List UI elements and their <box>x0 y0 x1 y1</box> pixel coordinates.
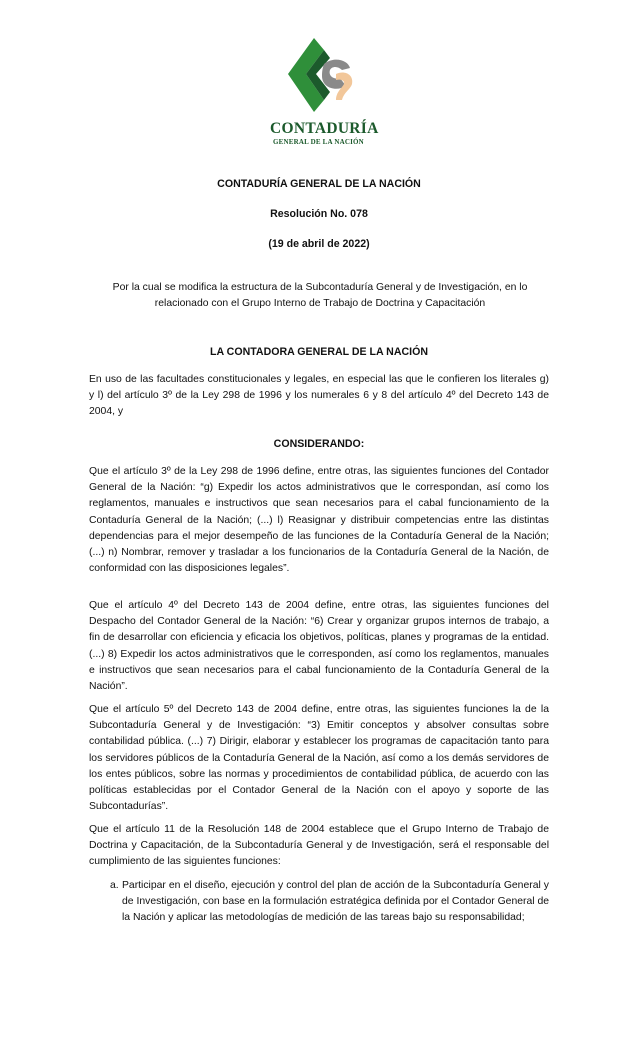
logo-name: CONTADURÍA <box>270 120 379 137</box>
considerando-paragraph-4: Que el artículo 11 de la Resolución 148 de 2004 establece que el Grupo Interno de Trabajo de Doctrina y Capacitación, de la Subcontaduría General y de Investigación, será el responsable del cumplimiento de las siguientes funciones: <box>89 824 549 868</box>
list-item <box>112 878 549 927</box>
considerando-paragraph-2: Que el artículo 4º del Decreto 143 de 2004 define, entre otras, las siguientes funciones del Despacho del Contador General de la Nación: “6) Crear y organizar grupos internos de trabajo, a fin de desarrollar con eficiencia y eficacia los objetivos, políticas, planes y programas de la entidad. (...) 8) Expedir los actos administrativos que le corresponden, así como los reglamentos, manuales e instructivos que sean necesarios para el cabal funcionamiento de la Contaduría General de la Nación”. <box>89 600 549 693</box>
considerando-paragraph-3: Que el artículo 5º del Decreto 143 de 2004 define, entre otras, las siguientes funciones la de la Subcontaduría General y de Investigación: “3) Emitir conceptos y absolver consultas sobre contabilidad pública. (...) 7) Dirigir, elaborar y establecer los programas de capacitación tanto para los servidores públicos de la Contaduría General de la Nación, así como a los demás servidores de los entes públicos, sobre las normas y procedimientos de contabilidad pública, de acuerdo con las políticas establecidas por el Contador General de la Nación con el apoyo y soporte de las Subcontadurías”. <box>89 704 549 813</box>
considerando-paragraph-1: Que el artículo 3º de la Ley 298 de 1996 define, entre otras, las siguientes funciones del Contador General de la Nación: “g) Expedir los actos administrativos que le correspondan, así como los reglamentos, manuales e instructivos que sean necesarios para el cabal funcionamiento de la Contaduría General de la Nación; (...) l) Reasignar y distribuir competencias entre las distintas dependencias para el mejor desempeño de las funciones de la Contaduría General de la Nación; (...) n) Nombrar, remover y trasladar a los funcionarios de la Contaduría General de la Nación, de conformidad con las disposiciones legales”. <box>89 466 549 575</box>
logo <box>270 34 379 149</box>
list-item-text: Participar en el diseño, ejecución y control del plan de acción de la Subcontaduría General y de Investigación, con base en la formulación estratégica definida por el Contador General de la Nación y aplicar las metodologías de medición de las tareas bajo su responsabilidad; <box>122 880 549 924</box>
list-item-marker: a. <box>110 880 119 891</box>
logo-subname: GENERAL DE LA NACIÓN <box>273 138 364 146</box>
considerando-heading: CONSIDERANDO: <box>273 438 365 450</box>
resolution-date: (19 de abril de 2022) <box>268 238 370 250</box>
resolution-number: Resolución No. 078 <box>270 208 368 220</box>
entity-heading: CONTADURÍA GENERAL DE LA NACIÓN <box>217 178 421 190</box>
authority-heading: LA CONTADORA GENERAL DE LA NACIÓN <box>210 346 428 358</box>
logo-emblem-icon <box>284 34 356 116</box>
preamble-paragraph: En uso de las facultades constitucionales y legales, en especial las que le confieren los literales g) y l) del artículo 3º de la Ley 298 de 1996 y los numerales 6 y 8 del artículo 4º del Decreto 143 de 2004, y <box>89 374 549 418</box>
resolution-subject: Por la cual se modifica la estructura de la Subcontaduría General y de Investigación, en lo relacionado con el Grupo Interno de Trabajo de Doctrina y Capacitación <box>112 282 528 310</box>
